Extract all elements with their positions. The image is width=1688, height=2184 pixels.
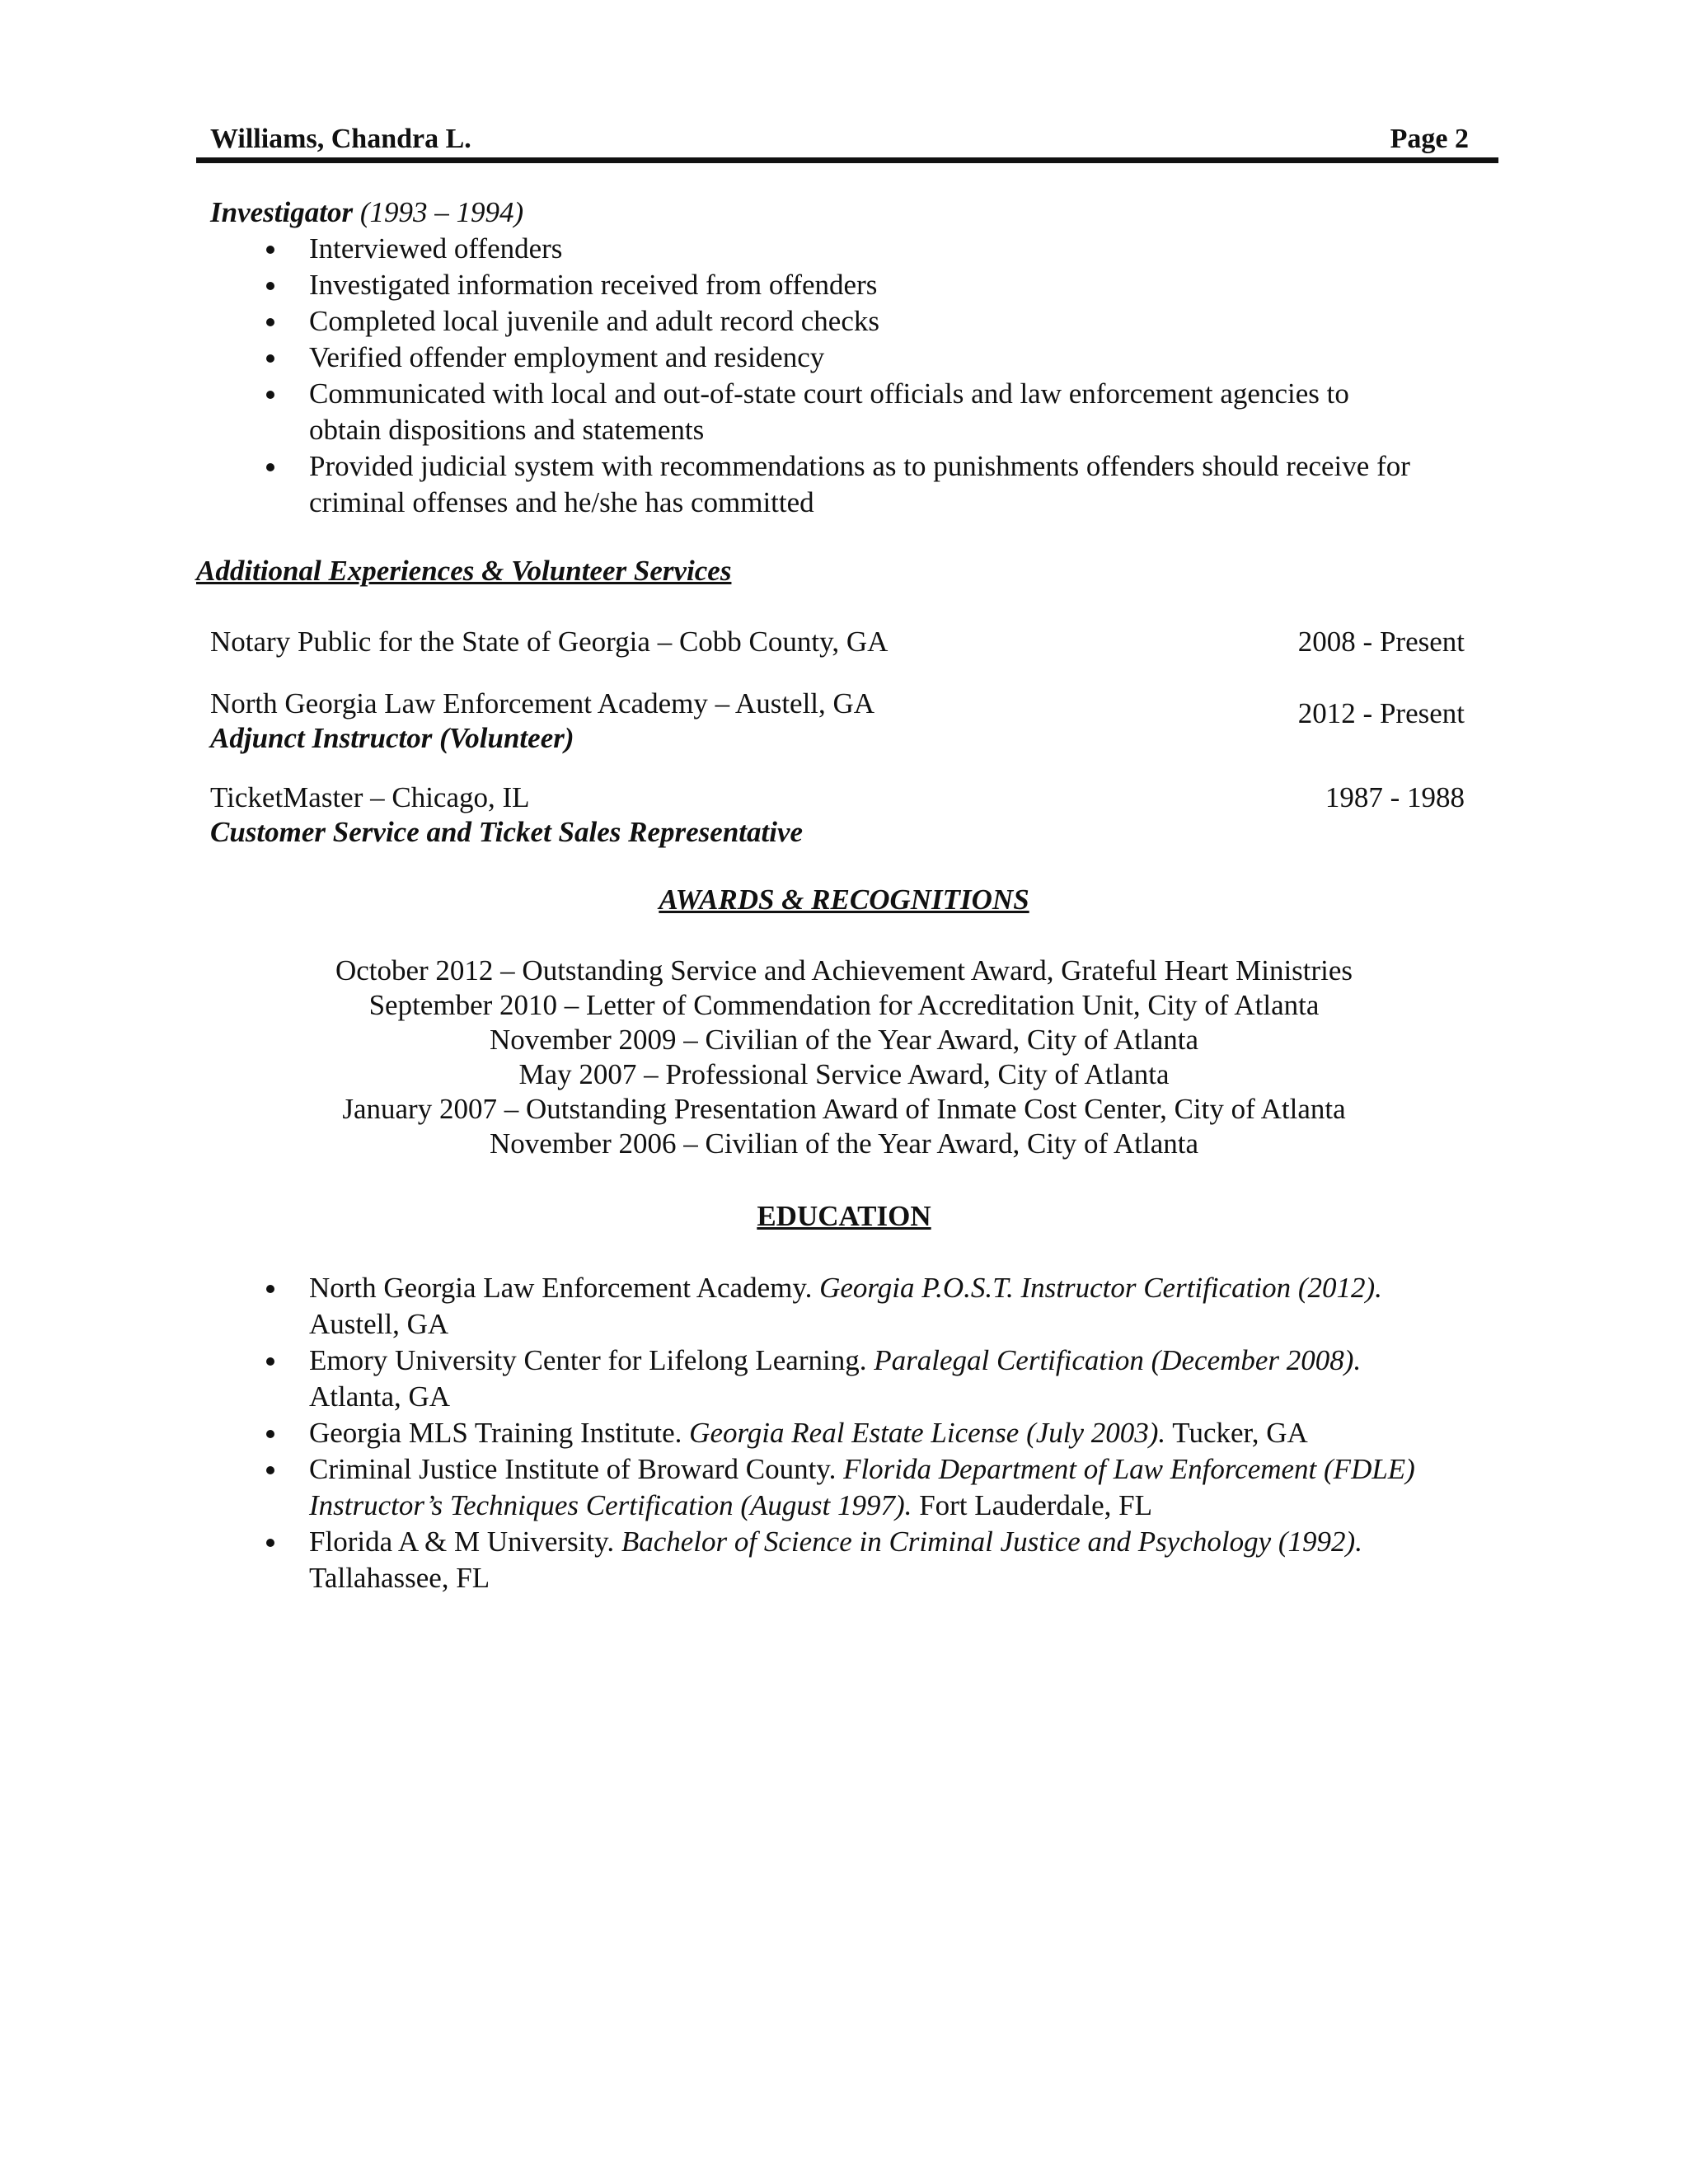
bullet-icon	[266, 1539, 274, 1547]
list-item-continuation: Instructor’s Techniques Certification (August 1997). Fort Lauderdale, FL	[309, 1489, 1153, 1521]
additional-dates-1: 2008 - Present	[1297, 626, 1465, 658]
award-item: November 2009 – Civilian of the Year Award, City of Atlanta	[490, 1024, 1198, 1056]
additional-dates-3: 1987 - 1988	[1325, 781, 1465, 813]
bullet-icon	[266, 282, 274, 290]
list-item: Verified offender employment and residency	[309, 340, 1410, 376]
awards-heading: AWARDS & RECOGNITIONS	[659, 883, 1029, 916]
list-item: Investigated information received from offenders	[309, 267, 1410, 303]
awards-list	[0, 954, 1688, 1161]
list-item: Interviewed offenders	[309, 231, 1410, 267]
list-item-continuation: criminal offenses and he/she has committed	[309, 486, 814, 518]
list-item-continuation: Austell, GA	[309, 1308, 449, 1340]
job-bullet-list	[309, 231, 1410, 521]
additional-heading: Additional Experiences & Volunteer Services	[196, 555, 732, 587]
award-item: September 2010 – Letter of Commendation for Accreditation Unit, City of Atlanta	[368, 989, 1320, 1021]
additional-org-3: TicketMaster – Chicago, IL	[210, 781, 530, 813]
education-list	[309, 1270, 1415, 1596]
bullet-icon	[266, 246, 274, 254]
list-item: Georgia MLS Training Institute. Georgia Real Estate License (July 2003). Tucker, GA	[309, 1415, 1415, 1451]
additional-role-2: Adjunct Instructor (Volunteer)	[210, 722, 574, 754]
header-name: Williams, Chandra L.	[210, 124, 471, 154]
header-rule	[196, 157, 1498, 163]
additional-org-1: Notary Public for the State of Georgia – Cobb County, GA	[210, 626, 889, 658]
bullet-icon	[266, 1430, 274, 1438]
bullet-icon	[266, 463, 274, 471]
list-item-continuation: Atlanta, GA	[309, 1380, 451, 1413]
bullet-icon	[266, 1357, 274, 1366]
bullet-icon	[266, 318, 274, 326]
bullet-icon	[266, 391, 274, 399]
bullet-icon	[266, 1285, 274, 1293]
award-item: January 2007 – Outstanding Presentation Award of Inmate Cost Center, City of Atlanta	[342, 1093, 1346, 1125]
list-item: Communicated with local and out-of-state court officials and law enforcement agencies to	[309, 376, 1410, 412]
job-dates: (1993 – 1994)	[359, 196, 524, 228]
award-item: October 2012 – Outstanding Service and Achievement Award, Grateful Heart Ministries	[335, 954, 1353, 987]
list-item: Emory University Center for Lifelong Learning. Paralegal Certification (December 2008).	[309, 1343, 1415, 1379]
header-page-number: Page 2	[1390, 124, 1469, 154]
job-title-line	[210, 196, 523, 229]
education-heading: EDUCATION	[757, 1200, 931, 1232]
list-item: North Georgia Law Enforcement Academy. Georgia P.O.S.T. Instructor Certification (2012).	[309, 1270, 1415, 1306]
bullet-icon	[266, 1466, 274, 1474]
additional-dates-2: 2012 - Present	[1297, 697, 1465, 729]
list-item: Florida A & M University. Bachelor of Science in Criminal Justice and Psychology (1992).	[309, 1524, 1415, 1560]
award-item: November 2006 – Civilian of the Year Award, City of Atlanta	[490, 1127, 1198, 1160]
list-item-continuation: Tallahassee, FL	[309, 1562, 490, 1594]
bullet-icon	[266, 354, 274, 363]
list-item: Completed local juvenile and adult record checks	[309, 303, 1410, 340]
list-item-continuation: obtain dispositions and statements	[309, 414, 705, 446]
additional-role-3: Customer Service and Ticket Sales Representative	[210, 816, 804, 848]
job-title: Investigator	[210, 196, 354, 228]
additional-org-2: North Georgia Law Enforcement Academy – Austell, GA	[210, 687, 875, 719]
award-item: May 2007 – Professional Service Award, City of Atlanta	[518, 1058, 1170, 1090]
list-item: Provided judicial system with recommendations as to punishments offenders should receive for	[309, 448, 1410, 485]
list-item: Criminal Justice Institute of Broward County. Florida Department of Law Enforcement (FDLE)	[309, 1451, 1415, 1488]
